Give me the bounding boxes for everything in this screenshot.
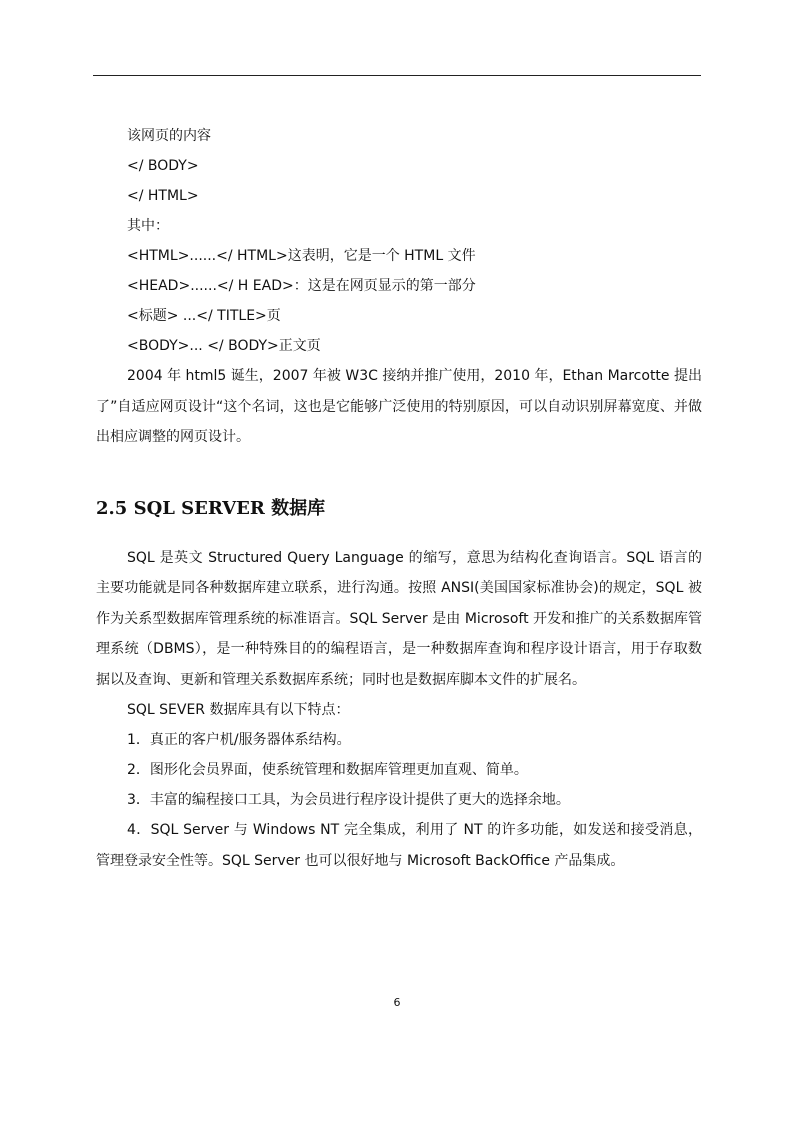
feature-item: 4．SQL Server 与 Windows NT 完全集成，利用了 NT 的许多功能，如发送和接受消息，管理登录安全性等。SQL Server 也可以很好地与 Microsoft BackOffice 产品集成。 bbox=[96, 822, 702, 869]
feature-item: 2．图形化会员界面，使系统管理和数据库管理更加直观、简单。 bbox=[127, 762, 528, 778]
code-line: <标题> ...</ TITLE>页 bbox=[127, 308, 281, 324]
header-rule bbox=[93, 75, 701, 76]
feature-item: 3．丰富的编程接口工具，为会员进行程序设计提供了更大的选择余地。 bbox=[127, 792, 570, 808]
section-heading: 2.5 SQL SERVER 数据库 bbox=[96, 497, 326, 519]
page-number: 6 bbox=[393, 996, 401, 1009]
code-line: </ HTML> bbox=[127, 188, 199, 204]
intro-paragraph: 2004 年 html5 诞生，2007 年被 W3C 接纳并推广使用，2010 年，Ethan Marcotte 提出了”自适应网页设计“这个名词，这也是它能够广泛使用的特别原因，可以自动识别屏幕宽度、并做出相应调整的网页设计。 bbox=[96, 368, 702, 445]
code-line: <BODY>... </ BODY>正文页 bbox=[127, 338, 321, 354]
code-line: <HTML>......</ HTML>这表明，它是一个 HTML 文件 bbox=[127, 248, 476, 264]
code-line: <HEAD>......</ H EAD>：这是在网页显示的第一部分 bbox=[127, 278, 476, 294]
features-intro: SQL SEVER 数据库具有以下特点： bbox=[127, 702, 350, 718]
code-line: </ BODY> bbox=[127, 158, 199, 174]
code-line: 该网页的内容 bbox=[127, 128, 211, 144]
page-content bbox=[96, 121, 702, 876]
code-line: 其中： bbox=[127, 218, 169, 234]
feature-item: 1．真正的客户机/服务器体系结构。 bbox=[127, 732, 351, 748]
sql-paragraph: SQL 是英文 Structured Query Language 的缩写，意思为结构化查询语言。SQL 语言的主要功能就是同各种数据库建立联系，进行沟通。按照 ANSI(美国国家标准协会)的规定，SQL 被作为关系型数据库管理系统的标准语言。SQL Server 是由 Microsoft 开发和推广的关系数据库管理系统（DBMS），是一种特殊目的的编程语言，是一种数据库查询和程序设计语言，用于存取数据以及查询、更新和管理关系数据库系统；同时也是数据库脚本文件的扩展名。 bbox=[96, 549, 702, 688]
